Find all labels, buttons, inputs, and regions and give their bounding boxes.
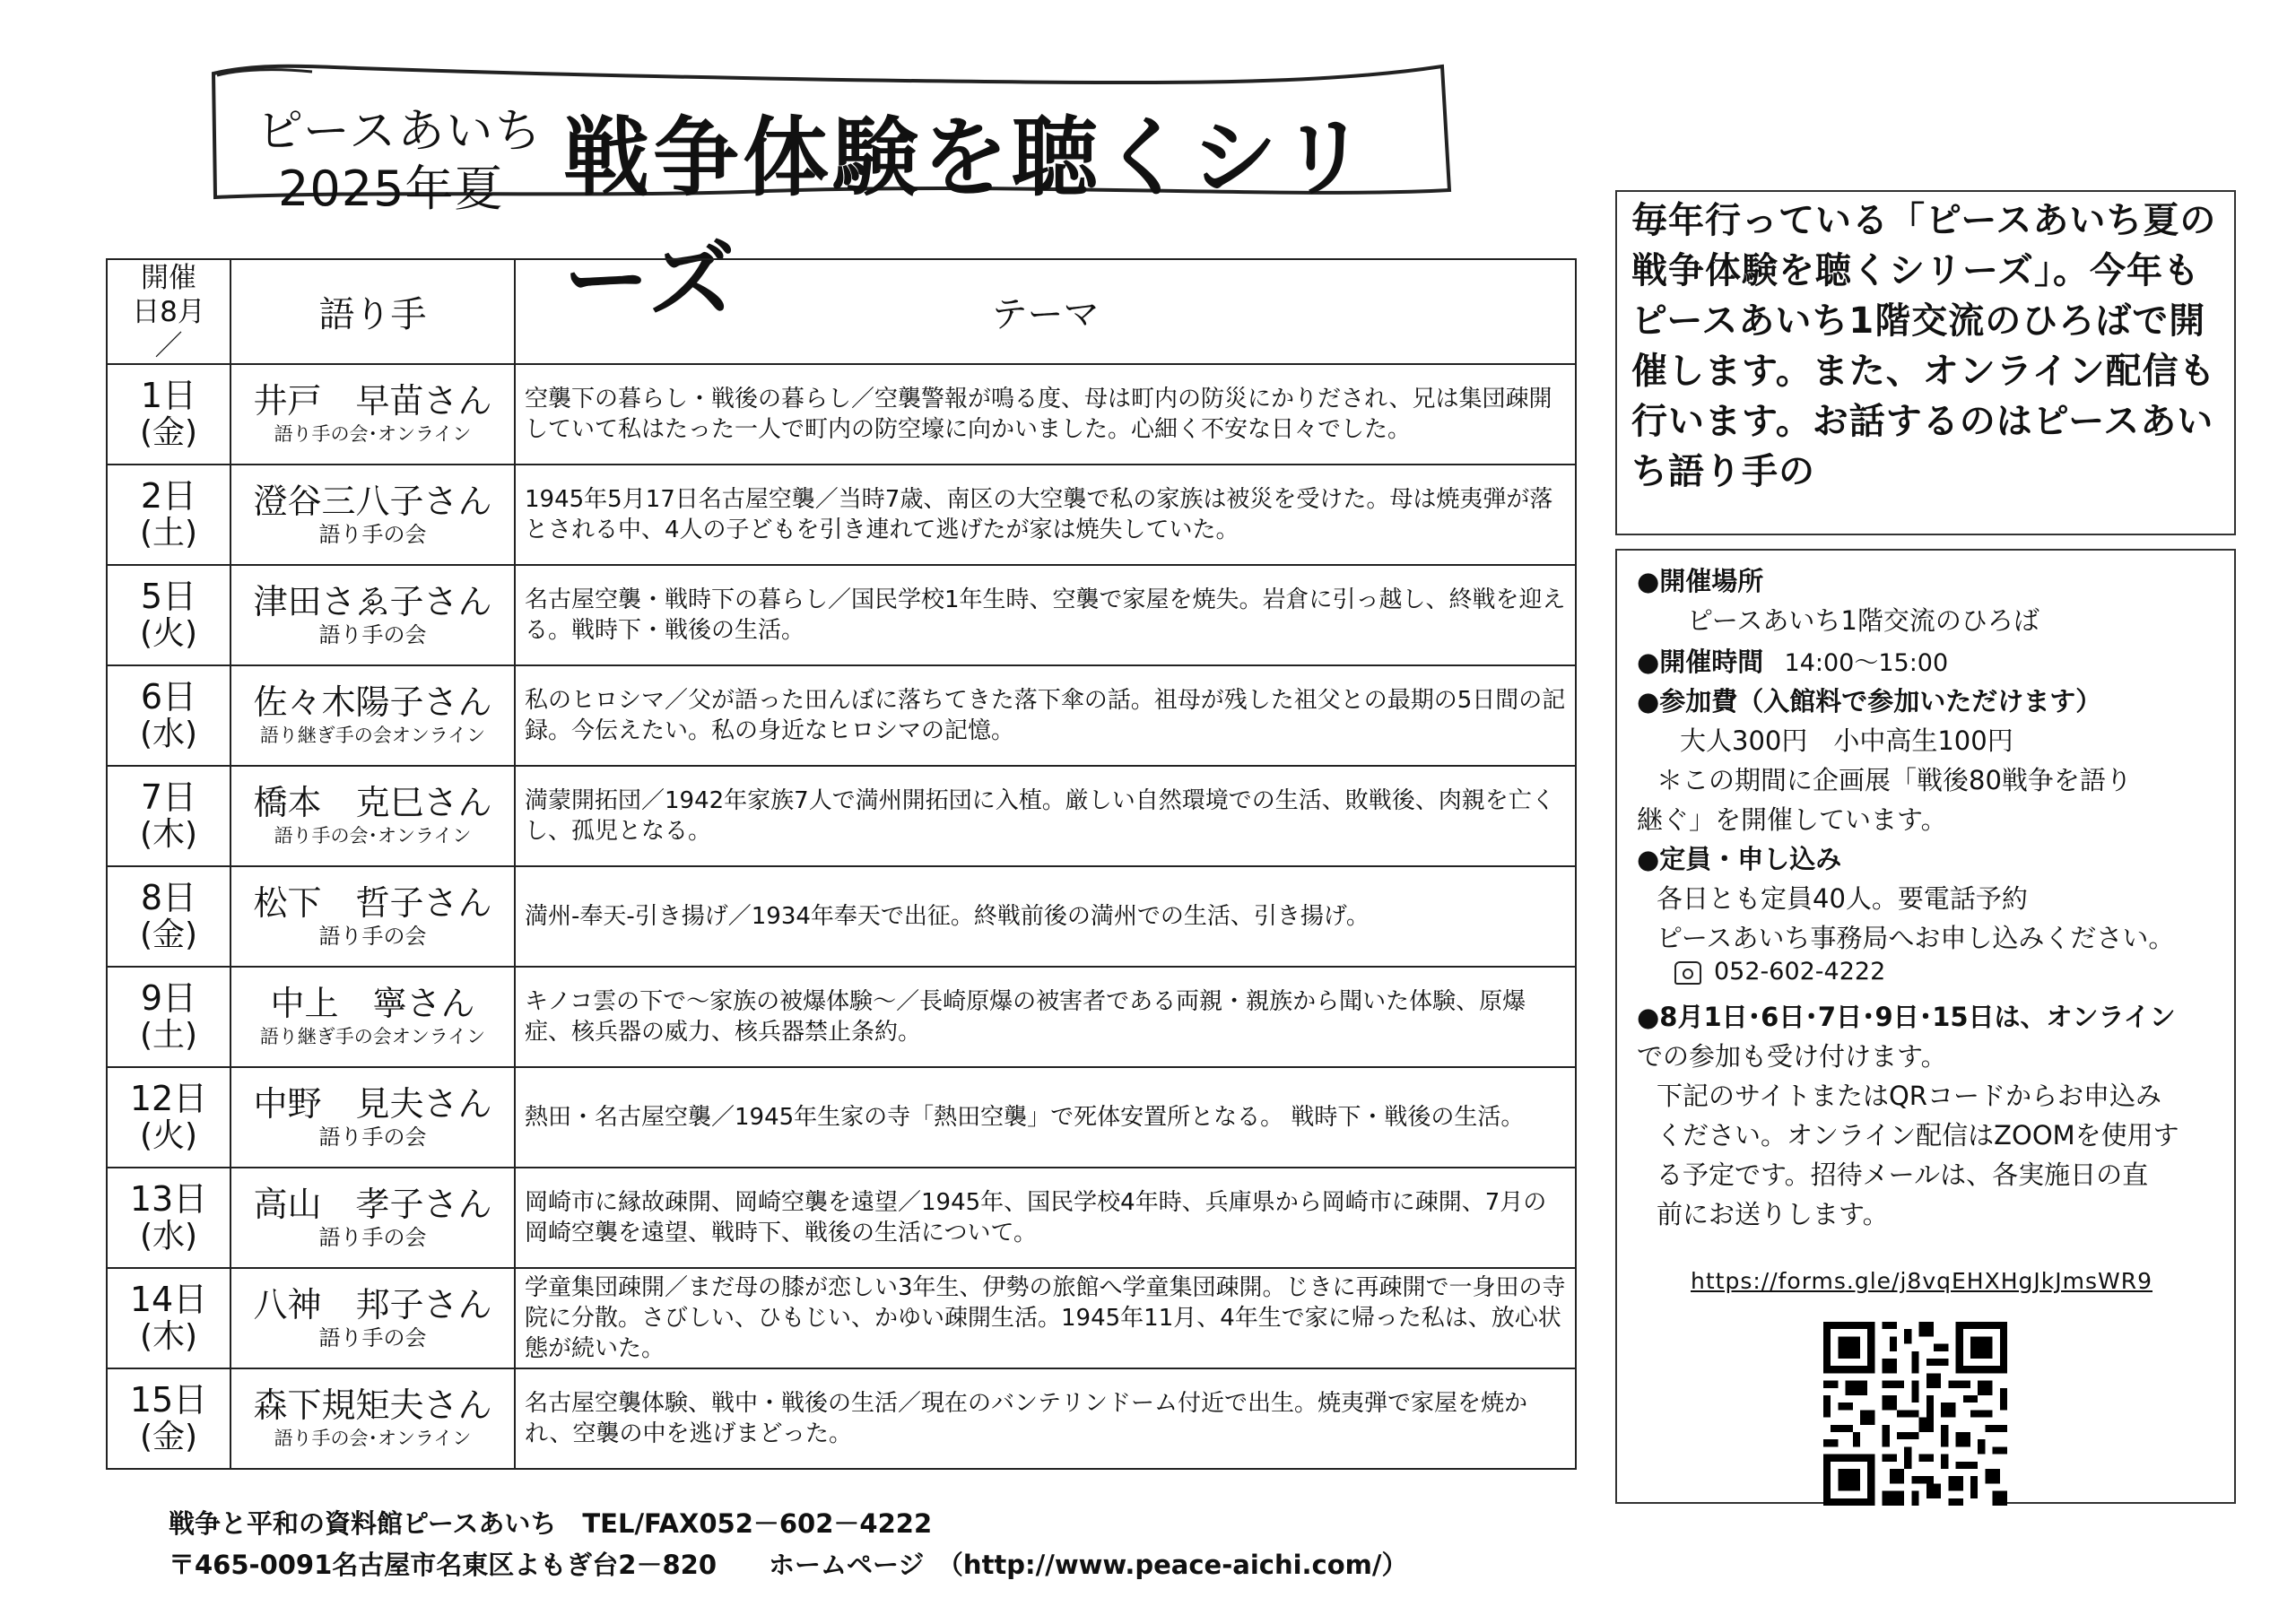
theme-text: 岡崎市に縁故疎開、岡崎空襲を遠望／1945年、国民学校4年時、兵庫県から岡崎市に疎開、7月の岡崎空襲を遠望、戦時下、戦後の生活について。 [525, 1189, 1547, 1246]
capacity-note-2: ピースあいち事務局へお申し込みください。 [1657, 923, 2175, 953]
table-row [107, 866, 1576, 967]
theme-cell [515, 1268, 1576, 1368]
speaker-name: 中野 見夫さん [253, 1084, 492, 1124]
speaker-group: 語り手の会 [318, 924, 427, 949]
day: 14日 [129, 1280, 208, 1319]
day: 7日 [140, 777, 197, 817]
speaker-group: 語り手の会 [318, 522, 427, 547]
theme-cell [515, 565, 1576, 665]
capacity-label: ●定員・申し込み [1637, 844, 1842, 874]
theme-cell [515, 967, 1576, 1067]
time-row [1637, 642, 1948, 679]
theme-cell [515, 364, 1576, 465]
speaker-group: 語り手の会･オンライン [274, 1428, 472, 1449]
venue-value: ピースあいち1階交流のひろば [1687, 605, 2039, 636]
table-row [107, 364, 1576, 465]
speaker-name: 中上 寧さん [270, 984, 475, 1023]
day: 6日 [140, 677, 197, 716]
weekday: (木) [139, 816, 198, 853]
table-row [107, 1268, 1576, 1368]
theme-text: 満蒙開拓団／1942年家族7人で満州開拓団に入植。厳しい自然環境での生活、敗戦後、肉親を亡くし、孤児となる。 [525, 787, 1555, 845]
weekday: (水) [139, 1218, 198, 1255]
speaker-group: 語り手の会･オンライン [274, 423, 472, 445]
weekday: (金) [139, 1419, 198, 1455]
exhibit-note-1: ＊この期間に企画展「戦後80戦争を語り [1657, 765, 2132, 795]
weekday: (火) [139, 615, 198, 652]
application-form-link[interactable]: https://forms.gle/j8vqEHXHgJkJmsWR9 [1691, 1268, 2152, 1294]
theme-cell [515, 665, 1576, 766]
theme-text: 空襲下の暮らし・戦後の暮らし／空襲警報が鳴る度、母は町内の防災にかりだされ、兄は集団疎開していて私はたった一人で町内の防空壕に向かいました。心細く不安な日々でした。 [525, 386, 1552, 443]
theme-text: 名古屋空襲体験、戦中・戦後の生活／現在のバンテリンドーム付近で出生。焼夷弾で家屋を焼かれ、空襲の中を逃げまどった。 [525, 1390, 1528, 1447]
speaker-cell [230, 364, 515, 465]
theme-cell [515, 1368, 1576, 1469]
time-label: ●開催時間 [1637, 647, 1764, 677]
theme-cell [515, 465, 1576, 565]
date-cell [107, 1368, 230, 1469]
online-note-3: 下記のサイトまたはQRコードからお申込み [1657, 1081, 2161, 1111]
day: 13日 [129, 1179, 208, 1219]
footer-contact: 戦争と平和の資料館ピースあいち TEL/FAX052－602－4222 [169, 1508, 933, 1539]
day: 1日 [140, 376, 197, 415]
exhibit-note-2: 継ぐ」を開催しています。 [1637, 804, 1947, 835]
speaker-group: 語り手の会･オンライン [274, 825, 472, 847]
speaker-group: 語り手の会 [318, 622, 427, 647]
qr-code-icon[interactable] [1823, 1322, 2007, 1506]
date-cell [107, 766, 230, 866]
table-row [107, 665, 1576, 766]
header-date: 開催日8月／ [107, 259, 230, 364]
online-note-6: 前にお送りします。 [1657, 1199, 1889, 1229]
table-row [107, 1168, 1576, 1268]
day: 5日 [140, 577, 197, 616]
date-cell [107, 1168, 230, 1268]
speaker-name: 森下規矩夫さん [253, 1385, 492, 1425]
theme-text: キノコ雲の下で～家族の被爆体験～／長崎原爆の被害者である両親・親族から聞いた体験、原爆症、核兵器の威力、核兵器禁止条約。 [525, 988, 1526, 1046]
speaker-name: 澄谷三八子さん [253, 482, 492, 521]
speaker-group: 語り手の会 [318, 1125, 427, 1150]
day: 15日 [129, 1380, 208, 1420]
theme-text: 名古屋空襲・戦時下の暮らし／国民学校1年生時、空襲で家屋を焼失。岩倉に引っ越し、終戦を迎える。戦時下・戦後の生活。 [525, 586, 1566, 644]
fee-label: ●参加費（入館料で参加いただけます） [1637, 686, 2102, 716]
intro-text: 毎年行っている「ピースあいち夏の戦争体験を聴くシリーズ」。今年もピースあいち1階交流のひろばで開催します。また、オンライン配信も行います。お話するのはピースあいち語り手の [1631, 200, 2217, 492]
banner-year: 2025年夏 [278, 161, 504, 217]
day: 2日 [140, 476, 197, 516]
date-cell [107, 1067, 230, 1168]
date-cell [107, 1268, 230, 1368]
date-cell [107, 465, 230, 565]
speaker-cell [230, 1168, 515, 1268]
speaker-cell [230, 565, 515, 665]
header-theme: テーマ [515, 259, 1576, 364]
weekday: (木) [139, 1318, 198, 1355]
theme-cell [515, 866, 1576, 967]
speaker-cell [230, 866, 515, 967]
speaker-name: 井戸 早苗さん [253, 381, 492, 421]
online-note-4: ください。オンライン配信はZOOMを使用す [1657, 1120, 2179, 1151]
schedule-table [106, 258, 1577, 1470]
date-cell [107, 967, 230, 1067]
online-note-5: る予定です。招待メールは、各実施日の直 [1657, 1159, 2149, 1190]
speaker-cell [230, 1268, 515, 1368]
banner-title: 戦争体験を聴くシリーズ [563, 108, 1370, 331]
speaker-name: 佐々木陽子さん [253, 682, 492, 722]
speaker-cell [230, 465, 515, 565]
speaker-cell [230, 1067, 515, 1168]
date-cell [107, 866, 230, 967]
telephone-icon [1674, 961, 1701, 985]
weekday: (土) [139, 515, 198, 551]
day: 9日 [140, 978, 197, 1018]
table-row [107, 766, 1576, 866]
banner-org: ピースあいち [257, 105, 544, 159]
table-header-row [107, 259, 1576, 364]
table-row [107, 1368, 1576, 1469]
fee-value: 大人300円 小中高生100円 [1680, 725, 2013, 756]
venue-label: ●開催場所 [1637, 566, 1764, 596]
theme-text: 学童集団疎開／まだ母の膝が恋しい3年生、伊勢の旅館へ学童集団疎開。じきに再疎開で一身田の寺院に分散。さびしい、ひもじい、かゆい疎開生活。1945年11月、4年生で家に帰った私は、放心状態が続いた。 [525, 1274, 1566, 1362]
day: 8日 [140, 878, 197, 917]
theme-text: 満州-奉天-引き揚げ／1934年奉天で出征。終戦前後の満州での生活、引き揚げ。 [525, 903, 1370, 930]
speaker-cell [230, 766, 515, 866]
table-row [107, 465, 1576, 565]
speaker-group: 語り継ぎ手の会オンライン [259, 725, 486, 746]
phone-number: 052-602-4222 [1714, 958, 1886, 986]
phone-row [1674, 958, 1885, 986]
speaker-name: 橋本 克巳さん [253, 783, 492, 822]
speaker-group: 語り手の会 [318, 1225, 427, 1250]
theme-text: 熱田・名古屋空襲／1945年生家の寺「熱田空襲」で死体安置所となる。 戦時下・戦後の生活。 [525, 1104, 1525, 1131]
speaker-name: 八神 邦子さん [253, 1285, 492, 1324]
weekday: (火) [139, 1117, 198, 1154]
date-cell [107, 665, 230, 766]
intro-box [1615, 190, 2236, 535]
speaker-name: 高山 孝子さん [253, 1185, 492, 1224]
date-cell [107, 364, 230, 465]
info-box [1615, 549, 2236, 1504]
online-note-1: ●8月1日･6日･7日･9日･15日は、オンライン [1637, 1002, 2176, 1032]
date-cell [107, 565, 230, 665]
speaker-group: 語り継ぎ手の会オンライン [259, 1026, 486, 1047]
day: 12日 [129, 1079, 208, 1118]
speaker-name: 松下 哲子さん [253, 883, 492, 923]
weekday: (金) [139, 916, 198, 953]
speaker-group: 語り手の会 [318, 1325, 427, 1350]
table-row [107, 967, 1576, 1067]
weekday: (土) [139, 1017, 198, 1054]
speaker-cell [230, 967, 515, 1067]
footer-address: 〒465-0091名古屋市名東区よもぎ台2－820 ホームページ （http://www.peace-aichi.com/） [169, 1550, 1408, 1580]
table-row [107, 1067, 1576, 1168]
speaker-cell [230, 665, 515, 766]
theme-text: 1945年5月17日名古屋空襲／当時7歳、南区の大空襲で私の家族は被災を受けた。母は焼夷弾が落とされる中、4人の子どもを引き連れて逃げたが家は焼失していた。 [525, 486, 1553, 543]
table-row [107, 565, 1576, 665]
theme-text: 私のヒロシマ／父が語った田んぼに落ちてきた落下傘の話。祖母が残した祖父との最期の5日間の記録。今伝えたい。私の身近なヒロシマの記憶。 [525, 687, 1566, 744]
theme-cell [515, 1168, 1576, 1268]
online-note-2: での参加も受け付けます。 [1637, 1041, 1947, 1072]
weekday: (金) [139, 414, 198, 451]
time-value: 14:00～15:00 [1784, 649, 1949, 677]
capacity-note-1: 各日とも定員40人。要電話予約 [1657, 883, 2028, 914]
speaker-cell [230, 1368, 515, 1469]
header-speaker: 語り手 [230, 259, 515, 364]
weekday: (水) [139, 716, 198, 752]
theme-cell [515, 1067, 1576, 1168]
theme-cell [515, 766, 1576, 866]
speaker-name: 津田さゑ子さん [253, 582, 492, 621]
